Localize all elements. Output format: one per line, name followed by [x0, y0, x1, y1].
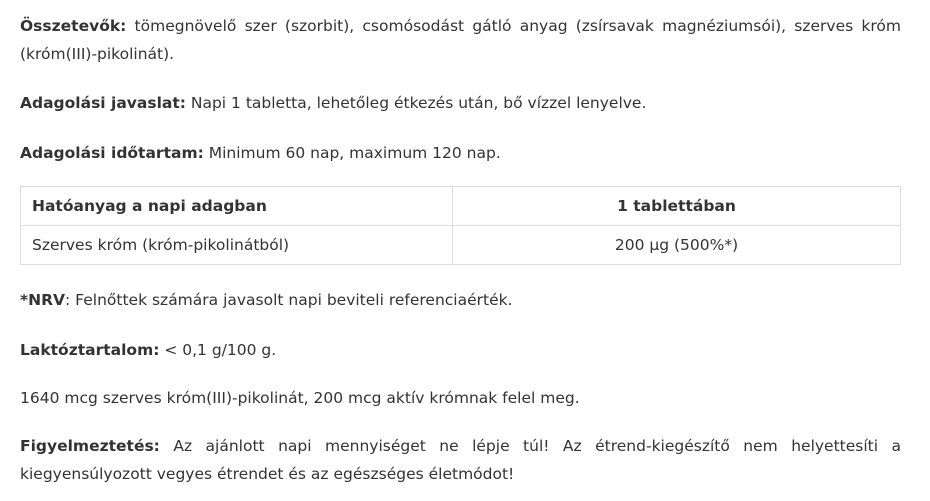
ingredients-text: tömegnövelő szer (szorbit), csomósodást gátló anyag (zsírsavak magnéziumsói), szerves króm (króm(III)-pikolinát). [20, 17, 901, 63]
ingredients-label: Összetevők: [20, 17, 127, 35]
nrv-text: : Felnőttek számára javasolt napi beviteli referenciaérték. [65, 291, 513, 309]
nrv-label: *NRV [20, 291, 66, 309]
lactose-label: Laktóztartalom: [20, 341, 160, 359]
equivalence-paragraph: 1640 mcg szerves króm(III)-pikolinát, 200 mcg aktív krómnak felel meg. [20, 389, 580, 407]
duration-paragraph [20, 139, 501, 167]
warning-label: Figyelmeztetés: [20, 437, 160, 455]
dosage-text: Napi 1 tabletta, lehetőleg étkezés után, bő vízzel lenyelve. [185, 94, 647, 112]
active-ingredients-table [20, 186, 901, 265]
lactose-paragraph [20, 336, 276, 364]
dosage-paragraph [20, 89, 646, 117]
table-header-ingredient: Hatóanyag a napi adagban [21, 187, 453, 226]
nrv-paragraph [20, 286, 513, 314]
table-cell-ingredient: Szerves króm (króm-pikolinátból) [21, 226, 453, 265]
table-header-per-tablet: 1 tablettában [453, 187, 901, 226]
warning-paragraph [20, 432, 901, 488]
table-cell-amount: 200 µg (500%*) [453, 226, 901, 265]
dosage-label: Adagolási javaslat: [20, 94, 186, 112]
warning-text: Az ajánlott napi mennyiséget ne lépje túl! Az étrend-kiegészítő nem helyettesíti a kiegyensúlyozott vegyes étrendet és az egészséges életmódot! [20, 437, 901, 483]
table-header-row [21, 187, 901, 226]
duration-text: Minimum 60 nap, maximum 120 nap. [203, 144, 501, 162]
lactose-text: < 0,1 g/100 g. [159, 341, 277, 359]
ingredients-paragraph [20, 12, 901, 68]
table-row [21, 226, 901, 265]
duration-label: Adagolási időtartam: [20, 144, 204, 162]
